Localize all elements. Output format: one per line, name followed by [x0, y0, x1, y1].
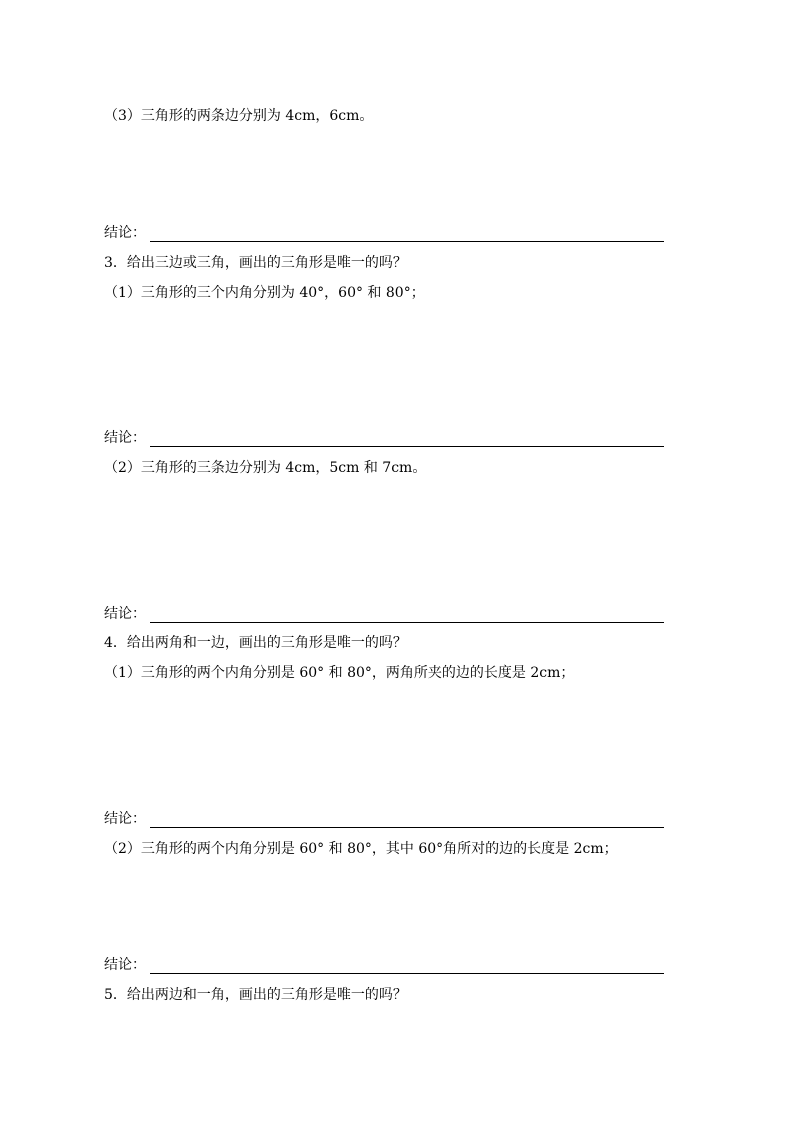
- answer-blank-line[interactable]: [150, 446, 664, 447]
- conclusion-label: 结论：: [104, 811, 146, 827]
- subquestion-3-1: （1）三角形的三个内角分别为 40°，60° 和 80°；: [104, 285, 425, 301]
- question-3: 3．给出三边或三角，画出的三角形是唯一的吗？: [104, 255, 407, 271]
- question-4: 4．给出两角和一边，画出的三角形是唯一的吗？: [104, 635, 407, 651]
- conclusion-label: 结论：: [104, 225, 146, 241]
- conclusion-row: [104, 605, 664, 625]
- subquestion-3-2: （2）三角形的三条边分别为 4cm，5cm 和 7cm。: [104, 460, 427, 476]
- conclusion-row: [104, 810, 664, 830]
- subquestion-4-2: （2）三角形的两个内角分别是 60° 和 80°，其中 60°角所对的边的长度是 2cm；: [104, 841, 618, 857]
- conclusion-label: 结论：: [104, 430, 146, 446]
- answer-blank-line[interactable]: [150, 622, 664, 623]
- subquestion-3-3: （3）三角形的两条边分别为 4cm，6cm。: [104, 108, 374, 124]
- conclusion-row: [104, 429, 664, 449]
- question-5: 5．给出两边和一角，画出的三角形是唯一的吗？: [104, 987, 407, 1003]
- answer-blank-line[interactable]: [150, 973, 664, 974]
- conclusion-label: 结论：: [104, 957, 146, 973]
- subquestion-4-1: （1）三角形的两个内角分别是 60° 和 80°，两角所夹的边的长度是 2cm；: [104, 665, 575, 681]
- conclusion-row: [104, 224, 664, 244]
- answer-blank-line[interactable]: [150, 241, 664, 242]
- conclusion-row: [104, 956, 664, 976]
- conclusion-label: 结论：: [104, 606, 146, 622]
- answer-blank-line[interactable]: [150, 827, 664, 828]
